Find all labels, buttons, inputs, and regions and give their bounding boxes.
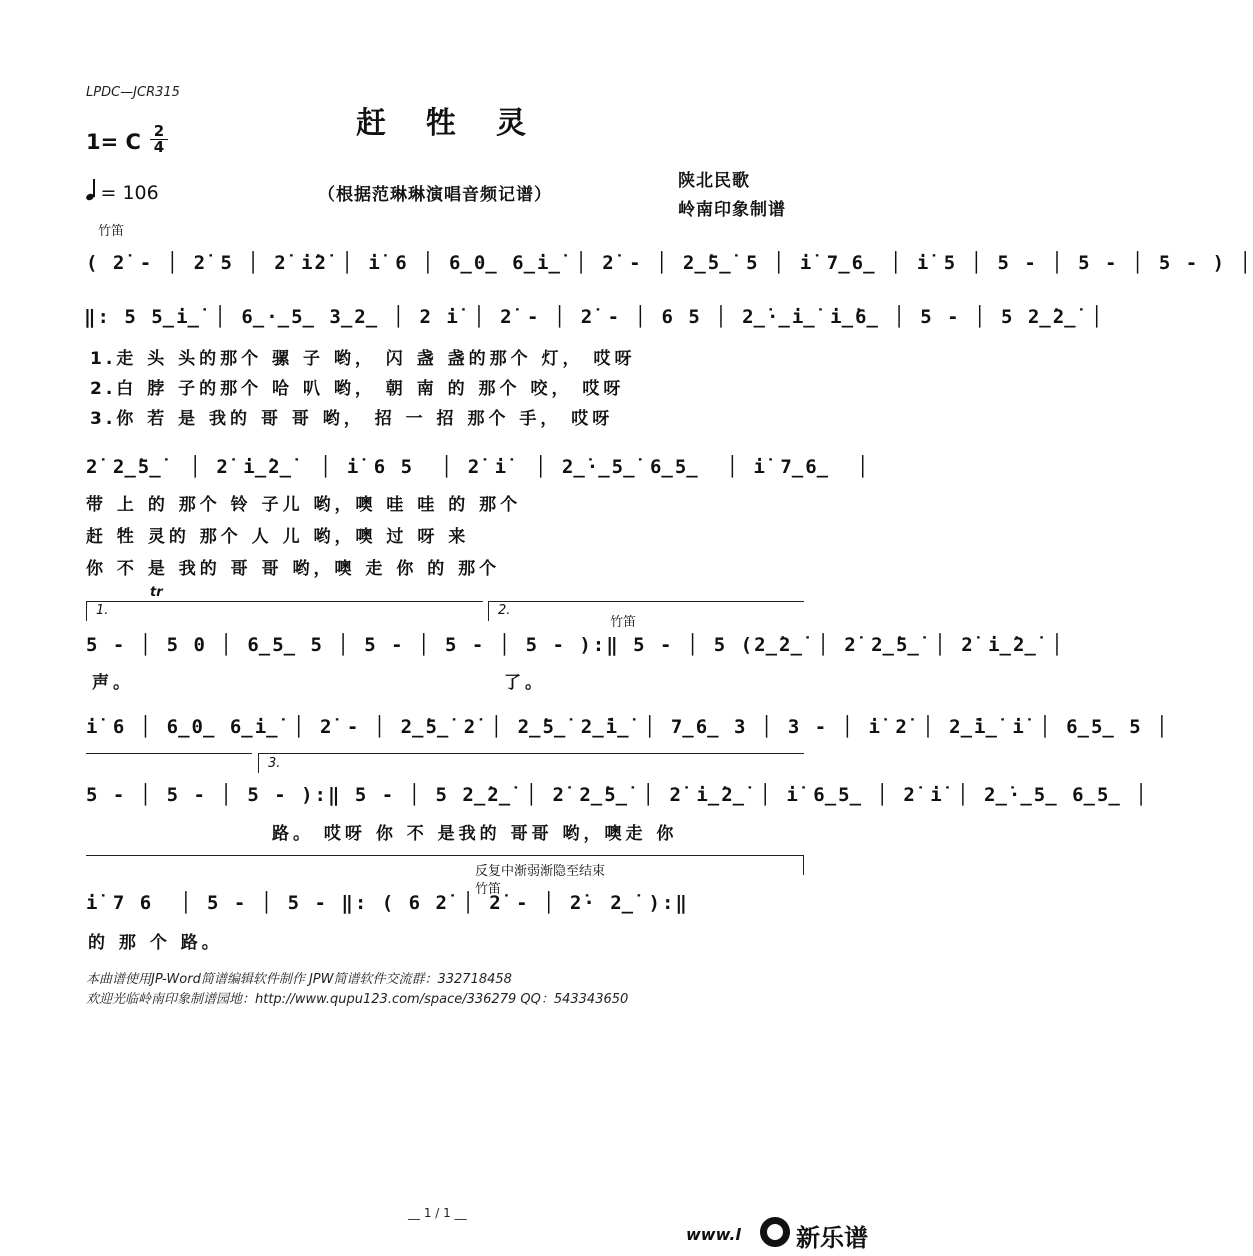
measure: i̇ 6̲5̲ [786, 784, 864, 806]
lyric-ending-3: 路。 哎呀 你 不 是我的 哥哥 哟，噢走 你 [272, 824, 678, 844]
measure: 5 [713, 634, 728, 656]
measure: 2̇ - [319, 716, 361, 738]
lyric-verse-1-line-1: 1.走 头 头的那个 骡 子 哟， 闪 盏 盏的那个 灯， 哎呀 [90, 349, 636, 369]
arranger: 岭南印象制谱 [678, 200, 786, 220]
score-code: LPDC—JCR315 [86, 85, 180, 100]
measure: 2̇ i̲̇2̲̇ [669, 784, 747, 806]
measure: 6̲0̲ 6̲i̲̇ [448, 252, 562, 274]
measure: 2̲̇·̲5̲̇ 6̲5̲ [561, 456, 700, 478]
meter-bottom: 4 [150, 139, 168, 155]
lyric-ending-2: 了。 [504, 673, 546, 693]
measure: 5 - [247, 784, 288, 806]
measure: i̇ 2̇ [868, 716, 909, 738]
measure: 2̲̇i̲̇ i̇ [949, 716, 1026, 738]
measure: 5 - [444, 634, 486, 656]
measure: 2̇ i̲̇2̲̇ [216, 456, 294, 478]
measure: i̇ 6 [86, 716, 127, 738]
music-row-4: 5 - │ 5 0 │ 6̲5̲ 5 │ 5 - │ 5 - │ 5 - ):‖ 5 - │ 5 (2̲̇2̲̇ │ 2̇ 2̲̇5̲̇ │ 2̇ i̲̇2̲̇ │ [86, 634, 1065, 656]
measure: 5 - [1078, 252, 1119, 274]
measure: i̇ 6 5 [346, 456, 415, 478]
measure: 2̇· 2̲̇ [569, 892, 636, 914]
composer: 陕北民歌 [678, 171, 750, 191]
repeat-start: ‖: [84, 306, 111, 328]
measure: 5 - [633, 634, 674, 656]
measure: 2̇ - [602, 252, 643, 274]
measure: 5 - [166, 784, 207, 806]
website-credit: 欢迎光临岭南印象制谱园地：http://www.qupu123.com/space/336279 QQ：543343650 [86, 992, 629, 1007]
measure: 6̲5̲ 5 [1066, 716, 1143, 738]
measure: 2̇ 2̲̇5̲̇ [86, 456, 163, 478]
measure: i̇ 7̲6̲ [799, 252, 877, 274]
music-row-3: 2̇ 2̲̇5̲̇ │ 2̇ i̲̇2̲̇ │ i̇ 6 5 │ 2̇ i̇ │ 2̲̇·̲5̲̇ 6̲5̲ │ i̇ 7̲6̲ │ [86, 456, 871, 478]
instrument-label: 竹笛 [610, 615, 637, 630]
measure: 6 2̇ [408, 892, 449, 914]
measure: 2̇ 5 [193, 252, 234, 274]
subtitle: （根据范琳琳演唱音频记谱） [318, 185, 552, 205]
volta-2-label: 2. [498, 603, 511, 618]
measure: i̇ 7̲6̲ [753, 456, 831, 478]
measure: 2̇ - [489, 892, 530, 914]
instrument-label: 竹笛 [98, 224, 125, 239]
measure: 5 5̲i̲̇ [124, 306, 201, 328]
song-title: 赶牲灵 [356, 106, 566, 141]
volta-3-bracket [258, 753, 804, 754]
measure: 5 2̲̇2̲̇ [1000, 306, 1078, 328]
measure: 5 - [206, 892, 248, 914]
page-number: __ 1 / 1 __ [408, 1206, 467, 1220]
lyric-ending-1: 声。 [92, 673, 134, 693]
instrument-label: 竹笛 [475, 882, 502, 897]
measure: i̇ 5 [916, 252, 958, 274]
music-row-7: i̇ 7 6 │ 5 - │ 5 - ‖: ( 6 2̇ │ 2̇ - │ 2̇· 2̲̇ ):‖ [86, 892, 689, 914]
lyric-final: 的 那 个 路。 [88, 933, 223, 953]
measure: 5 0 [166, 634, 207, 656]
measure: 2 i̇ [419, 306, 460, 328]
measure: 2̇ i̇2̇ [274, 252, 328, 274]
measure: 5 - [525, 634, 566, 656]
volta-1-bracket [86, 601, 483, 602]
measure: 2̇ i̇ [467, 456, 509, 478]
measure: 5 - [86, 784, 127, 806]
volta-1-label: 1. [96, 603, 109, 618]
lyric-verse-2-line-2: 赶 牲 灵的 那个 人 儿 哟，噢 过 呀 来 [86, 527, 470, 547]
measure: 6̲0̲ 6̲i̲̇ [166, 716, 280, 738]
music-row-2: ‖: 5 5̲i̲̇ │ 6̲·̲5̲ 3̲2̲ │ 2 i̇ │ 2̇ - │ 2̇ - │ 6 5 │ 2̲̇·̲i̲̇ i̲̇6̲ │ 5 - │ 5 2̲̇2̲̇ │ [84, 306, 1105, 328]
measure: 2̇ 2̲̇5̲̇ [844, 634, 921, 656]
lyric-verse-3-line-2: 你 不 是 我的 哥 哥 哟，噢 走 你 的 那个 [86, 559, 501, 579]
measure: 5 - [86, 634, 127, 656]
measure: 2̇ - [112, 252, 154, 274]
measure: 2̲̇·̲5̲ 6̲5̲ [984, 784, 1122, 806]
measure: 2̇ i̇ [903, 784, 944, 806]
key-signature: 1= C [86, 130, 141, 154]
measure: 7̲6̲ 3 [670, 716, 748, 738]
open-paren: ( [86, 252, 100, 274]
measure: i̇ 6 [368, 252, 409, 274]
time-signature [150, 124, 168, 155]
measure: 2̲̇2̲̇ [754, 634, 804, 656]
volta-3-bracket-end [803, 855, 804, 875]
measure: 3 - [787, 716, 829, 738]
software-credit: 本曲谱使用JP-Word简谱编辑软件制作 JPW简谱软件交流群：332718458 [86, 972, 512, 987]
measure: 5 - [354, 784, 396, 806]
music-row-1: ( 2̇ - │ 2̇ 5 │ 2̇ i̇2̇ │ i̇ 6 │ 6̲0̲ 6̲i̲̇ │ 2̇ - │ 2̲̇5̲̇ 5 │ i̇ 7̲6̲ │ i̇ 5 │ 5 - │ 5 - │ 5 - ) │ [86, 252, 1253, 274]
watermark-brand: 新乐谱 [796, 1224, 868, 1252]
measure: i̇ 7 6 [86, 892, 154, 914]
volta-2-bracket-start [488, 601, 489, 621]
measure: 2̲̇5̲̇ 5 [682, 252, 760, 274]
volta-3-label: 3. [268, 756, 281, 771]
lyric-verse-2-line-1: 2.白 脖 子的那个 哈 叭 哟， 朝 南 的 那个 咬， 哎呀 [90, 379, 625, 399]
volta-3-continued-bracket [86, 855, 804, 856]
lyric-verse-3-line-1: 3.你 若 是 我的 哥 哥 哟， 招 一 招 那个 手， 哎呀 [90, 409, 614, 429]
measure: 6 5 [661, 306, 702, 328]
measure: 5 - [1158, 252, 1200, 274]
measure: 2̲̇5̲̇ 2̇ [400, 716, 478, 738]
vinyl-record-icon [760, 1217, 790, 1247]
volta-1-bracket-start [86, 601, 87, 621]
measure: 5 - [997, 252, 1038, 274]
music-row-6: 5 - │ 5 - │ 5 - ):‖ 5 - │ 5 2̲̇2̲̇ │ 2̇ 2̲̇5̲̇ │ 2̇ i̲̇2̲̇ │ i̇ 6̲5̲ │ 2̇ i̇ │ 2̲̇·̲5̲ 6̲5̲ │ [86, 784, 1149, 806]
measure: 2̇ 2̲̇5̲̇ [552, 784, 630, 806]
trill-mark: tr [150, 585, 163, 600]
meter-top: 2 [153, 122, 165, 140]
lyric-verse-1-line-2: 带 上 的 那个 铃 子儿 哟，噢 哇 哇 的 那个 [86, 495, 522, 515]
measure: 6̲5̲ 5 [247, 634, 324, 656]
measure: 6̲·̲5̲ 3̲2̲ [241, 306, 380, 328]
tempo-marking [86, 181, 159, 204]
measure: 5 - [364, 634, 405, 656]
measure: 2̇ i̲̇2̲̇ [961, 634, 1038, 656]
repeat-instruction: 反复中渐弱渐隐至结束 [475, 864, 606, 879]
watermark-url: www.l [686, 1225, 741, 1244]
volta-3-bracket-start [258, 753, 259, 773]
music-row-5: i̇ 6 │ 6̲0̲ 6̲i̲̇ │ 2̇ - │ 2̲̇5̲̇ 2̇ │ 2̲̇5̲̇ 2̲̇i̲̇ │ 7̲6̲ 3 │ 3 - │ i̇ 2̇ │ 2̲̇i̲̇ i̇ │ 6̲5̲ 5 │ [86, 716, 1170, 738]
volta-2-bracket [488, 601, 804, 602]
measure: 2̇ - [500, 306, 541, 328]
measure: 5 - [287, 892, 328, 914]
measure: 5 2̲̇2̲̇ [435, 784, 513, 806]
measure: 2̲̇·̲i̲̇ i̲̇6̲ [742, 306, 880, 328]
note-stem [93, 179, 95, 197]
measure: 2̇ - [580, 306, 622, 328]
measure: 2̲̇5̲̇ 2̲̇i̲̇ [517, 716, 631, 738]
volta-2-continued-bracket [86, 753, 252, 754]
tempo-value: = 106 [100, 182, 159, 204]
measure: 5 - [920, 306, 961, 328]
